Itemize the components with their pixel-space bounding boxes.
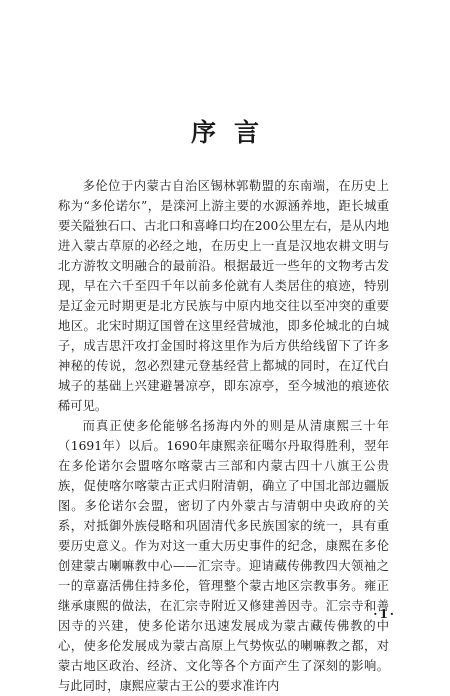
paragraph-1: 多伦位于内蒙古自治区锡林郭勒盟的东南端，在历史上称为“多伦诺尔”，是滦河上游主要的水源涵养地，距长城重要关隘独石口、古北口和喜峰口均在200公里左右，是从内地进入蒙古草原的必经之地，在历史上一直是汉地农耕文明与北方游牧文明融合的最前沿。根据最近一些年的文物考古发现，早在六千至四千年以前多伦就有人类居住的痕迹，特别是辽金元时期更是北方民族与中原内地交往以至冲突的重要地区。北宋时期辽国曾在这里经营城池，即多伦城北的白城子，成吉思汗攻打金国时将这里作为后方供给线留下了许多神秘的传说，忽必烈建元登基经营上都城的同时，在辽代白城子的基础上兴建避暑凉亭，即东凉亭，至今城池的痕迹依稀可见。: [58, 179, 389, 413]
paragraph-2: 而真正使多伦能够名扬海内外的则是从清康熙三十年（1691年）以后。1690年康熙亲征噶尔丹取得胜利，翌年在多伦诺尔会盟喀尔喀蒙古三部和内蒙古四十八旗王公贵族，促使喀尔喀蒙古正式归附清朝，确立了中国北部边疆版图。多伦诺尔会盟，密切了内外蒙古与清朝中央政府的关系，对抵御外族侵略和巩固清代多民族国家的统一，具有重要历史意义。作为对这一重大历史事件的纪念，康熙在多伦创建蒙古喇嘛教中心——汇宗寺。迎请藏传佛教四大领袖之一的章嘉活佛住持多伦，管理整个蒙古地区宗教事务。雍正继承康熙的做法，在汇宗寺附近又修建善因寺。汇宗寺和善因寺的兴建，使多伦诺尔迅速发展成为蒙古藏传佛教的中心，使多伦发展成为蒙古高原上气势恢弘的喇嘛教之都，对蒙古地区政治、经济、文化等各个方面产生了深刻的影响。与此同时，康熙应蒙古王公的要求准许内: [58, 419, 389, 693]
body-text: [58, 176, 389, 696]
page-title: 序言: [190, 118, 277, 147]
page-number: ·1·: [373, 607, 396, 621]
